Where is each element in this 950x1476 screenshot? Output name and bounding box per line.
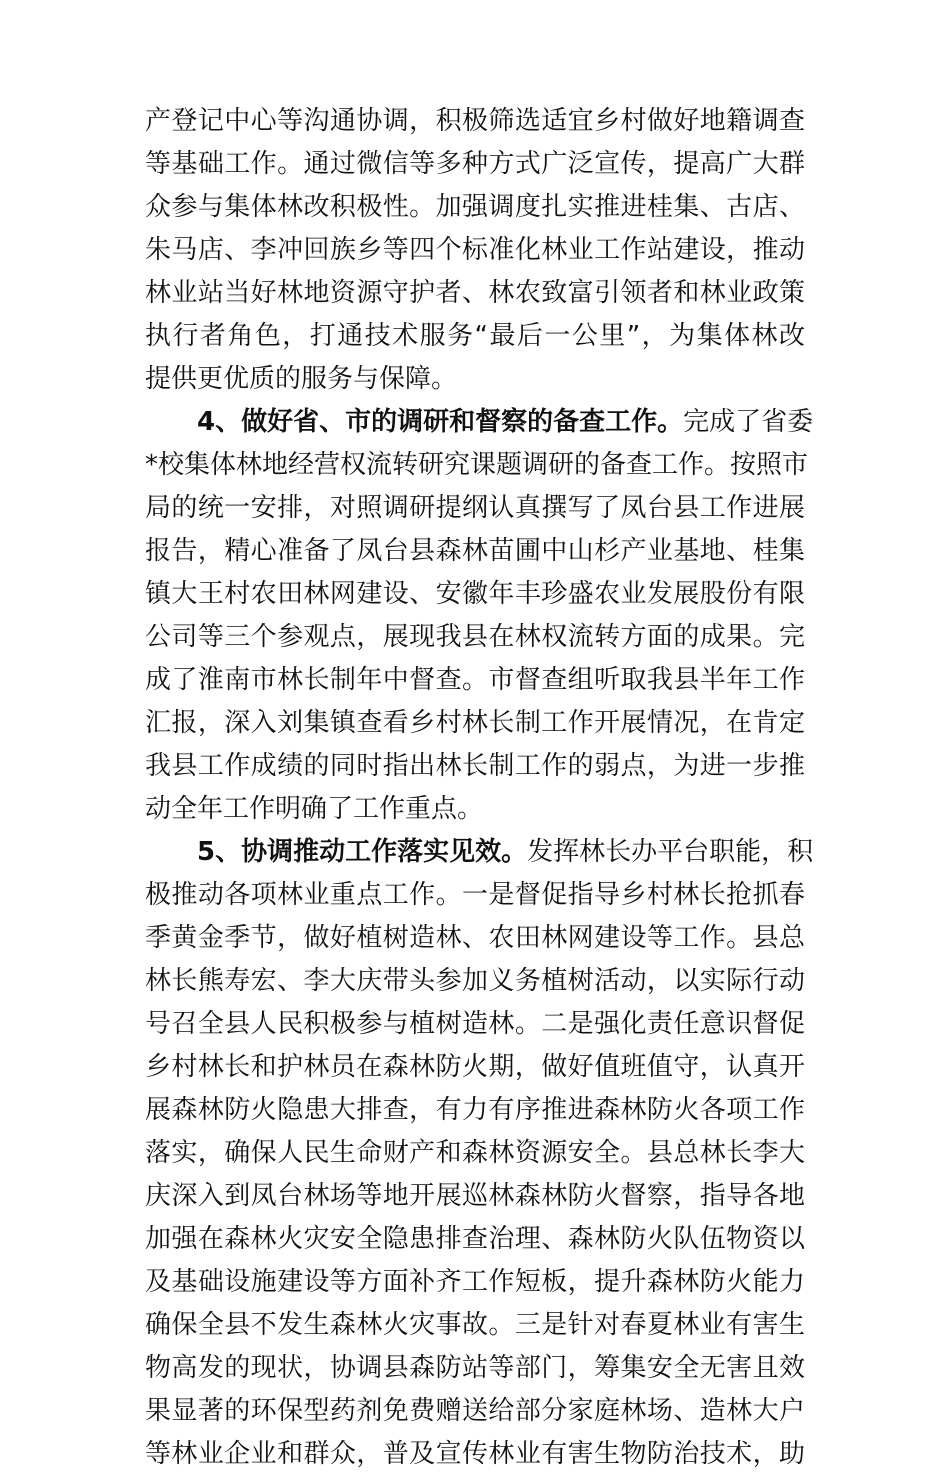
text-line: 季黄金季节，做好植树造林、农田林网建设等工作。县总 — [145, 923, 805, 953]
text-line: 物高发的现状，协调县森防站等部门，筹集安全无害且效 — [145, 1353, 805, 1383]
text-line: 产登记中心等沟通协调，积极筛选适宜乡村做好地籍调查 — [145, 106, 805, 136]
text-line: 提供更优质的服务与保障。 — [145, 364, 458, 394]
text-line: 及基础设施建设等方面补齐工作短板，提升森林防火能力 — [145, 1267, 805, 1297]
text-line: 镇大王村农田林网建设、安徽年丰珍盛农业发展股份有限 — [145, 579, 805, 609]
text-line: 极推动各项林业重点工作。一是督促指导乡村林长抢抓春 — [145, 880, 805, 910]
text-line: 展森林防火隐患大排查，有力有序推进森林防火各项工作 — [145, 1095, 805, 1125]
text-line: 落实，确保人民生命财产和森林资源安全。县总林长李大 — [145, 1138, 805, 1168]
text-line: 局的统一安排，对照调研提纲认真撰写了凤台县工作进展 — [145, 493, 805, 523]
text-line: 林长熊寿宏、李大庆带头参加义务植树活动，以实际行动 — [145, 966, 805, 996]
section-heading: 5、协调推动工作落实见效。 — [197, 837, 528, 867]
text-line: 号召全县人民积极参与植树造林。二是强化责任意识督促 — [145, 1009, 805, 1039]
text-line: 动全年工作明确了工作重点。 — [145, 794, 484, 824]
text-line: 我县工作成绩的同时指出林长制工作的弱点，为进一步推 — [145, 751, 805, 781]
text-line: 等林业企业和群众，普及宣传林业有害生物防治技术，助 — [145, 1439, 805, 1469]
text-line: 加强在森林火灾安全隐患排查治理、森林防火队伍物资以 — [145, 1224, 805, 1254]
document-page — [145, 100, 814, 1476]
paragraph-collective-forest-reform — [145, 100, 805, 401]
text-line: 乡村林长和护林员在森林防火期，做好值班值守，认真开 — [145, 1052, 805, 1082]
text-line: 公司等三个参观点，展现我县在林权流转方面的成果。完 — [145, 622, 805, 652]
paragraph-first-line — [145, 401, 814, 444]
text-line: 庆深入到凤台林场等地开展巡林森林防火督察，指导各地 — [145, 1181, 805, 1211]
paragraph-research-inspection — [145, 401, 814, 831]
paragraph-first-line — [145, 831, 814, 874]
text-line: 林业站当好林地资源守护者、林农致富引领者和林业政策 — [145, 278, 805, 308]
text-line: 确保全县不发生森林火灾事故。三是针对春夏林业有害生 — [145, 1310, 805, 1340]
text-run: 发挥林长办平台职能，积 — [527, 837, 814, 867]
paragraph-coordination — [145, 831, 814, 1476]
text-line: 成了淮南市林长制年中督查。市督查组听取我县半年工作 — [145, 665, 805, 695]
text-line: 等基础工作。通过微信等多种方式广泛宣传，提高广大群 — [145, 149, 805, 179]
text-line: 果显著的环保型药剂免费赠送给部分家庭林场、造林大户 — [145, 1396, 805, 1426]
text-run: 完成了省委 — [683, 407, 814, 437]
text-line: 众参与集体林改积极性。加强调度扎实推进桂集、古店、 — [145, 192, 805, 222]
section-heading: 4、做好省、市的调研和督察的备查工作。 — [197, 407, 684, 437]
text-line: 朱马店、李冲回族乡等四个标准化林业工作站建设，推动 — [145, 235, 805, 265]
text-line: 汇报，深入刘集镇查看乡村林长制工作开展情况，在肯定 — [145, 708, 805, 738]
text-line: *校集体林地经营权流转研究课题调研的备查工作。按照市 — [145, 450, 809, 480]
text-line: 报告，精心准备了凤台县森林苗圃中山杉产业基地、桂集 — [145, 536, 805, 566]
text-line: 执行者角色，打通技术服务“最后一公里”，为集体林改 — [145, 321, 805, 351]
